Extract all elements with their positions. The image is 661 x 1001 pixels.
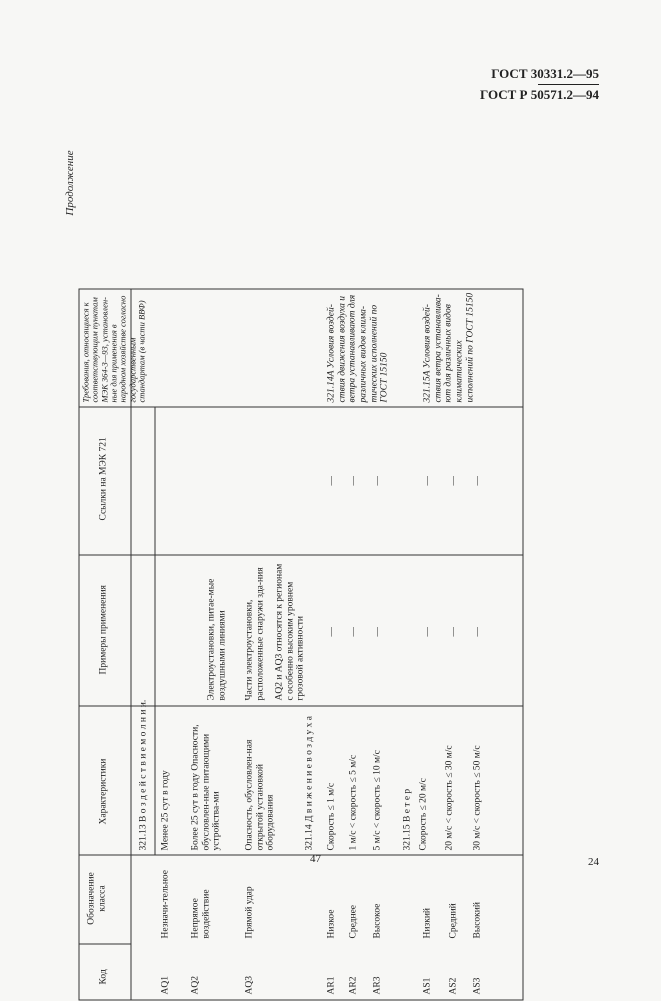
header-iec: Ссылки на МЭК 721: [98, 437, 109, 521]
page-number-right: 24: [588, 856, 599, 868]
iec-ar3: —: [372, 476, 383, 486]
continuation-label: Продолжение: [64, 150, 76, 216]
table-border-bottom: [523, 289, 524, 1001]
req-as: 321.15А Условия воздей-ствия ветра устанавлива-ют для различных видов климатических исполнений по ГОСТ 15150: [422, 292, 475, 403]
section-air-movement: 321.14 Д в и ж е н и е в о з д у х а: [304, 715, 315, 851]
class-ar3: Высокое: [372, 903, 383, 939]
iec-as2: —: [448, 476, 459, 486]
examples-as2: —: [448, 627, 459, 637]
req-ar: 321.14А Условия воздей-ствия движения воздуха и ветра устанавливают для различных видов клима-тических исполнений по ГОСТ 15150: [326, 294, 390, 403]
class-aq3: Прямой удар: [244, 886, 255, 939]
examples-aq3: Части электроустановки, расположенные снаружи зда-ния: [244, 567, 266, 701]
chars-ar1: Скорость ≤ 1 м/с: [326, 782, 337, 851]
rotated-table: [79, 289, 524, 1001]
table-border-top: [79, 289, 80, 1001]
class-as1: Низкий: [422, 908, 433, 939]
code-ar3: AR3: [372, 976, 383, 995]
col-divider-5: [79, 407, 524, 408]
table-border-right: [79, 289, 524, 290]
section-lightning: 321.13 В о з д е й с т в и е м о л н и и.: [138, 699, 149, 851]
examples-aq3-note: AQ2 и AQ3 относятся к регионам с особенно высоким уровнем грозовой активности: [274, 563, 306, 701]
chars-aq1: Менее 25 сут в году: [160, 770, 171, 851]
class-aq1: Незначи-тельное: [160, 870, 171, 939]
class-aq2: Непрямое воздействие: [190, 889, 212, 939]
iec-as1: —: [422, 476, 433, 486]
page-number-left: 47: [310, 853, 321, 865]
class-as2: Средний: [448, 903, 459, 939]
section-wind: 321.15 В е т е р: [402, 788, 413, 851]
chars-as3: 30 м/с < скорость ≤ 50 м/с: [472, 745, 483, 851]
class-as3: Высокий: [472, 902, 483, 939]
class-ar2: Среднее: [348, 904, 359, 939]
header-divider: [538, 84, 599, 85]
examples-aq2: Электроустановки, питае-мые воздушными линиями: [206, 578, 228, 701]
examples-as1: —: [422, 627, 433, 637]
iec-as3: —: [472, 476, 483, 486]
code-aq1: AQ1: [160, 976, 171, 995]
examples-as3: —: [472, 627, 483, 637]
header-class: Обозначение класса: [86, 872, 108, 925]
examples-ar3: —: [372, 627, 383, 637]
code-ar1: AR1: [326, 976, 337, 995]
header-req: Требования, относящиеся к соответствующим пунктам МЭК 364-3—93, установлен-ные для применения в народном хозяйстве согласно государственным стандартам (в части ВВФ): [80, 295, 147, 403]
examples-ar2: —: [348, 627, 359, 637]
code-ar2: AR2: [348, 976, 359, 995]
code-aq3: AQ3: [244, 976, 255, 995]
code-aq2: AQ2: [190, 976, 201, 995]
col-divider-1: [79, 944, 131, 945]
header-code: Код: [98, 969, 109, 985]
chars-as2: 20 м/с < скорость ≤ 30 м/с: [444, 745, 455, 851]
chars-ar2: 1 м/с < скорость ≤ 5 м/с: [348, 754, 359, 851]
chars-aq2: Более 25 сут в году Опасности, обусловлен-ные питающими устройства-ми: [190, 724, 222, 851]
chars-aq3: Опасность, обусловлен-ная открытой установкой оборудования: [244, 739, 276, 851]
table-border-left: [79, 1000, 524, 1001]
col-divider-4: [79, 555, 524, 556]
examples-ar1: —: [326, 627, 337, 637]
class-ar1: Низкое: [326, 909, 337, 939]
header-chars: Характеристики: [98, 758, 109, 825]
chars-as1: Скорость ≤ 20 м/с: [418, 778, 429, 851]
chars-ar3: 5 м/с < скорость ≤ 10 м/с: [372, 750, 383, 851]
code-as2: AS2: [448, 977, 459, 995]
standard-number-1: ГОСТ 30331.2—95: [491, 66, 599, 81]
iec-ar2: —: [348, 476, 359, 486]
header-examples: Примеры применения: [98, 585, 109, 675]
code-as1: AS1: [422, 977, 433, 995]
col-divider-2: [79, 855, 524, 856]
standard-number-2: ГОСТ Р 50571.2—94: [480, 87, 599, 102]
iec-ar1: —: [326, 476, 337, 486]
code-as3: AS3: [472, 977, 483, 995]
section-1-line: [155, 407, 156, 856]
